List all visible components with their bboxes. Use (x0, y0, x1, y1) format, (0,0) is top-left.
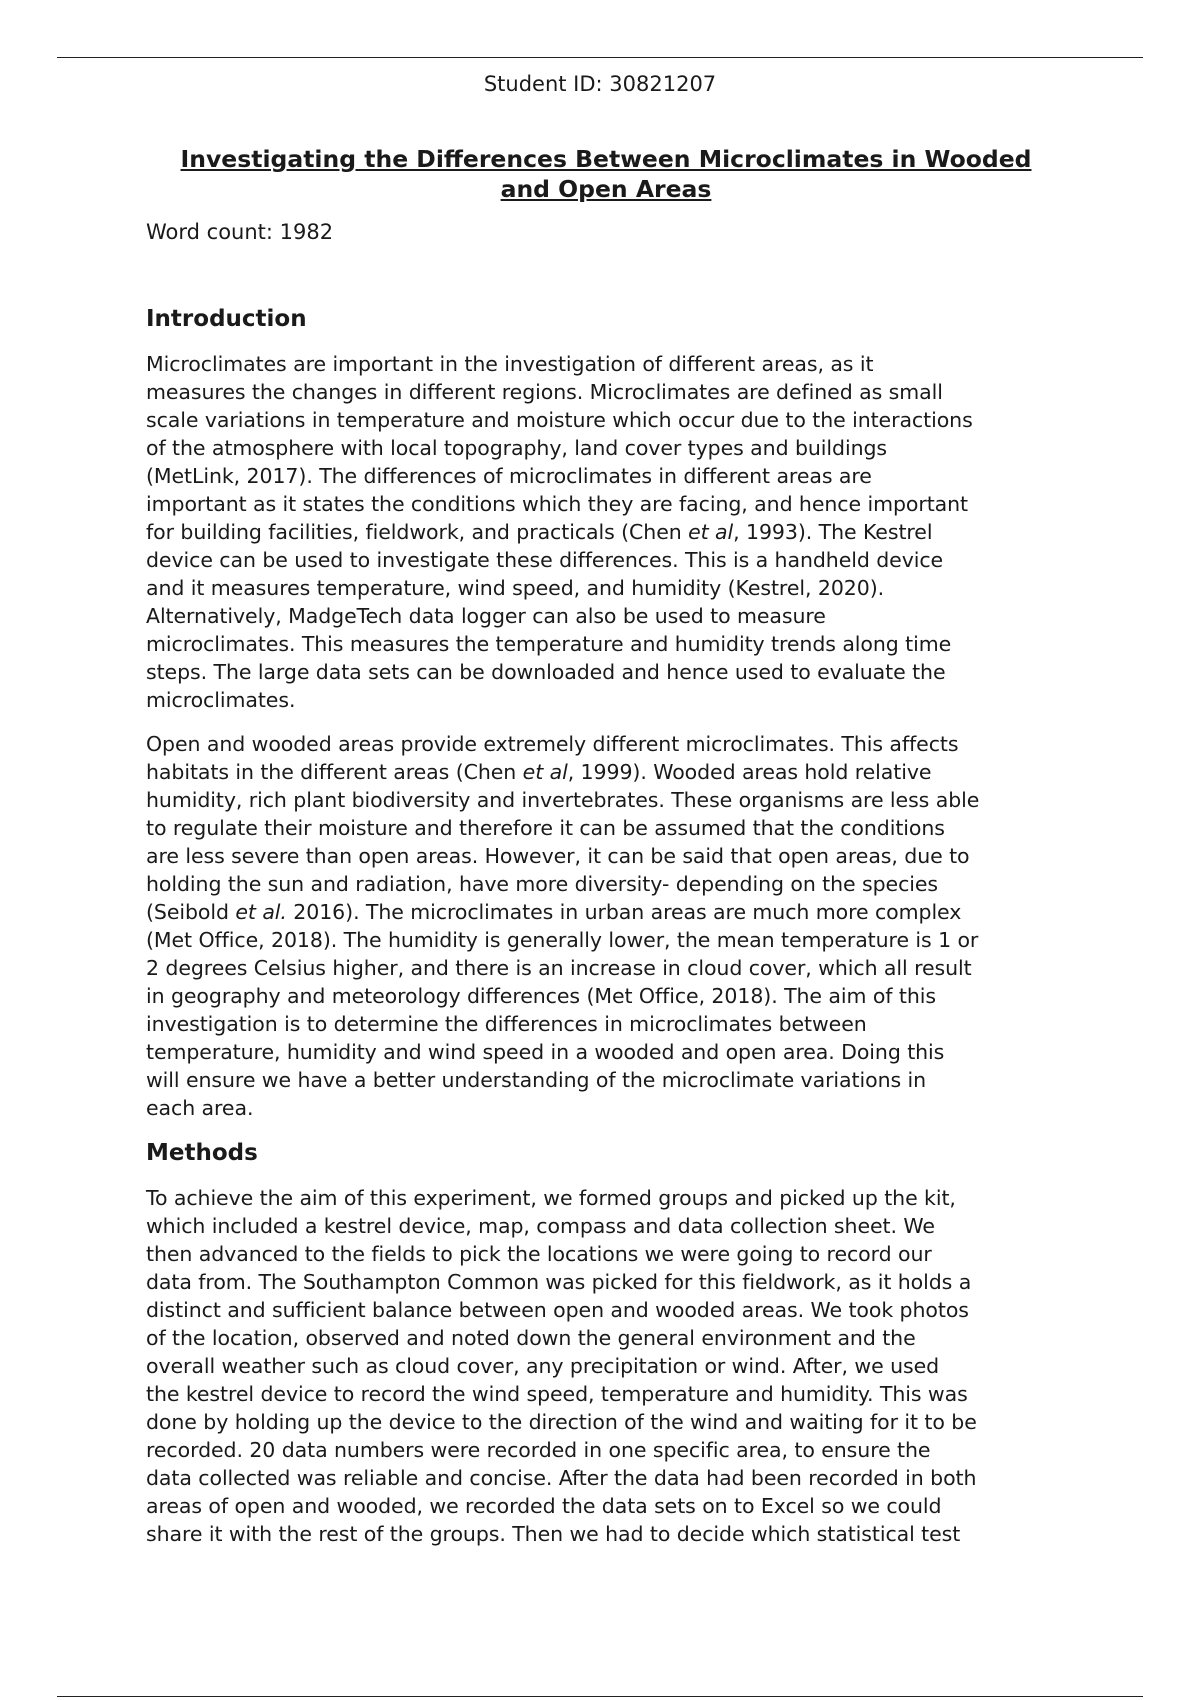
introduction-heading: Introduction (146, 306, 307, 332)
text-line: the kestrel device to record the wind speed, temperature and humidity. This was (146, 1382, 968, 1406)
text-segment: , 1999). Wooded areas hold relative (567, 760, 932, 784)
student-id-header: Student ID: 30821207 (483, 72, 717, 96)
title-line-1: Investigating the Differences Between Microclimates in Wooded (180, 145, 1032, 173)
text-line: Microclimates are important in the investigation of different areas, as it (146, 352, 874, 376)
text-line: humidity, rich plant biodiversity and invertebrates. These organisms are less able (146, 788, 980, 812)
text-line: distinct and sufficient balance between open and wooded areas. We took photos (146, 1298, 969, 1322)
text-line: steps. The large data sets can be downloaded and hence used to evaluate the (146, 660, 946, 684)
text-line: recorded. 20 data numbers were recorded in one specific area, to ensure the (146, 1438, 931, 1462)
text-line: done by holding up the device to the direction of the wind and waiting for it to be (146, 1410, 977, 1434)
text-line: microclimates. (146, 688, 296, 712)
text-line: areas of open and wooded, we recorded the data sets on to Excel so we could (146, 1494, 942, 1518)
methods-paragraph-1 (146, 1184, 1066, 1548)
header-rule (57, 57, 1143, 58)
text-line: which included a kestrel device, map, compass and data collection sheet. We (146, 1214, 935, 1238)
title-line-2: and Open Areas (500, 175, 712, 203)
introduction-paragraph-2 (146, 730, 1066, 1122)
text-line: temperature, humidity and wind speed in a wooded and open area. Doing this (146, 1040, 945, 1064)
document-title (146, 144, 1066, 204)
text-line: of the location, observed and noted down the general environment and the (146, 1326, 916, 1350)
footer-rule (57, 1696, 1143, 1697)
text-line: device can be used to investigate these differences. This is a handheld device (146, 548, 944, 572)
text-line: then advanced to the fields to pick the locations we were going to record our (146, 1242, 932, 1266)
text-line: (Met Office, 2018). The humidity is generally lower, the mean temperature is 1 or (146, 928, 979, 952)
citation-italic: et al (688, 520, 734, 544)
text-line (146, 518, 1066, 546)
text-line: microclimates. This measures the temperature and humidity trends along time (146, 632, 952, 656)
text-line: overall weather such as cloud cover, any precipitation or wind. After, we used (146, 1354, 940, 1378)
introduction-paragraph-1 (146, 350, 1066, 714)
text-line: (MetLink, 2017). The differences of microclimates in different areas are (146, 464, 872, 488)
text-segment: , 1993). The Kestrel (733, 520, 933, 544)
text-line: in geography and meteorology differences (Met Office, 2018). The aim of this (146, 984, 936, 1008)
word-count: Word count: 1982 (146, 220, 334, 244)
text-line: investigation is to determine the differences in microclimates between (146, 1012, 867, 1036)
text-line: data from. The Southampton Common was picked for this fieldwork, as it holds a (146, 1270, 972, 1294)
citation-italic: et al (522, 760, 568, 784)
text-line: To achieve the aim of this experiment, we formed groups and picked up the kit, (146, 1186, 956, 1210)
text-line: of the atmosphere with local topography, land cover types and buildings (146, 436, 888, 460)
text-line (146, 898, 1066, 926)
text-line: share it with the rest of the groups. Then we had to decide which statistical test (146, 1522, 961, 1546)
text-segment: habitats in the different areas (Chen (146, 760, 523, 784)
text-line: are less severe than open areas. However, it can be said that open areas, due to (146, 844, 970, 868)
text-segment: for building facilities, fieldwork, and practicals (Chen (146, 520, 689, 544)
text-line: measures the changes in different regions. Microclimates are defined as small (146, 380, 943, 404)
text-segment: 2016). The microclimates in urban areas are much more complex (286, 900, 962, 924)
text-line: Open and wooded areas provide extremely different microclimates. This affects (146, 732, 959, 756)
methods-heading: Methods (146, 1140, 258, 1166)
text-line: 2 degrees Celsius higher, and there is an increase in cloud cover, which all result (146, 956, 972, 980)
citation-italic: et al. (235, 900, 287, 924)
text-segment: (Seibold (146, 900, 236, 924)
text-line (146, 758, 1066, 786)
text-line: scale variations in temperature and moisture which occur due to the interactions (146, 408, 973, 432)
text-line: holding the sun and radiation, have more diversity- depending on the species (146, 872, 939, 896)
text-line: each area. (146, 1096, 254, 1120)
text-line: important as it states the conditions which they are facing, and hence important (146, 492, 969, 516)
text-line: data collected was reliable and concise. After the data had been recorded in both (146, 1466, 977, 1490)
text-line: will ensure we have a better understanding of the microclimate variations in (146, 1068, 927, 1092)
text-line: and it measures temperature, wind speed, and humidity (Kestrel, 2020). (146, 576, 885, 600)
document-body (146, 144, 1066, 1548)
text-line: Alternatively, MadgeTech data logger can also be used to measure (146, 604, 826, 628)
text-line: to regulate their moisture and therefore it can be assumed that the conditions (146, 816, 945, 840)
